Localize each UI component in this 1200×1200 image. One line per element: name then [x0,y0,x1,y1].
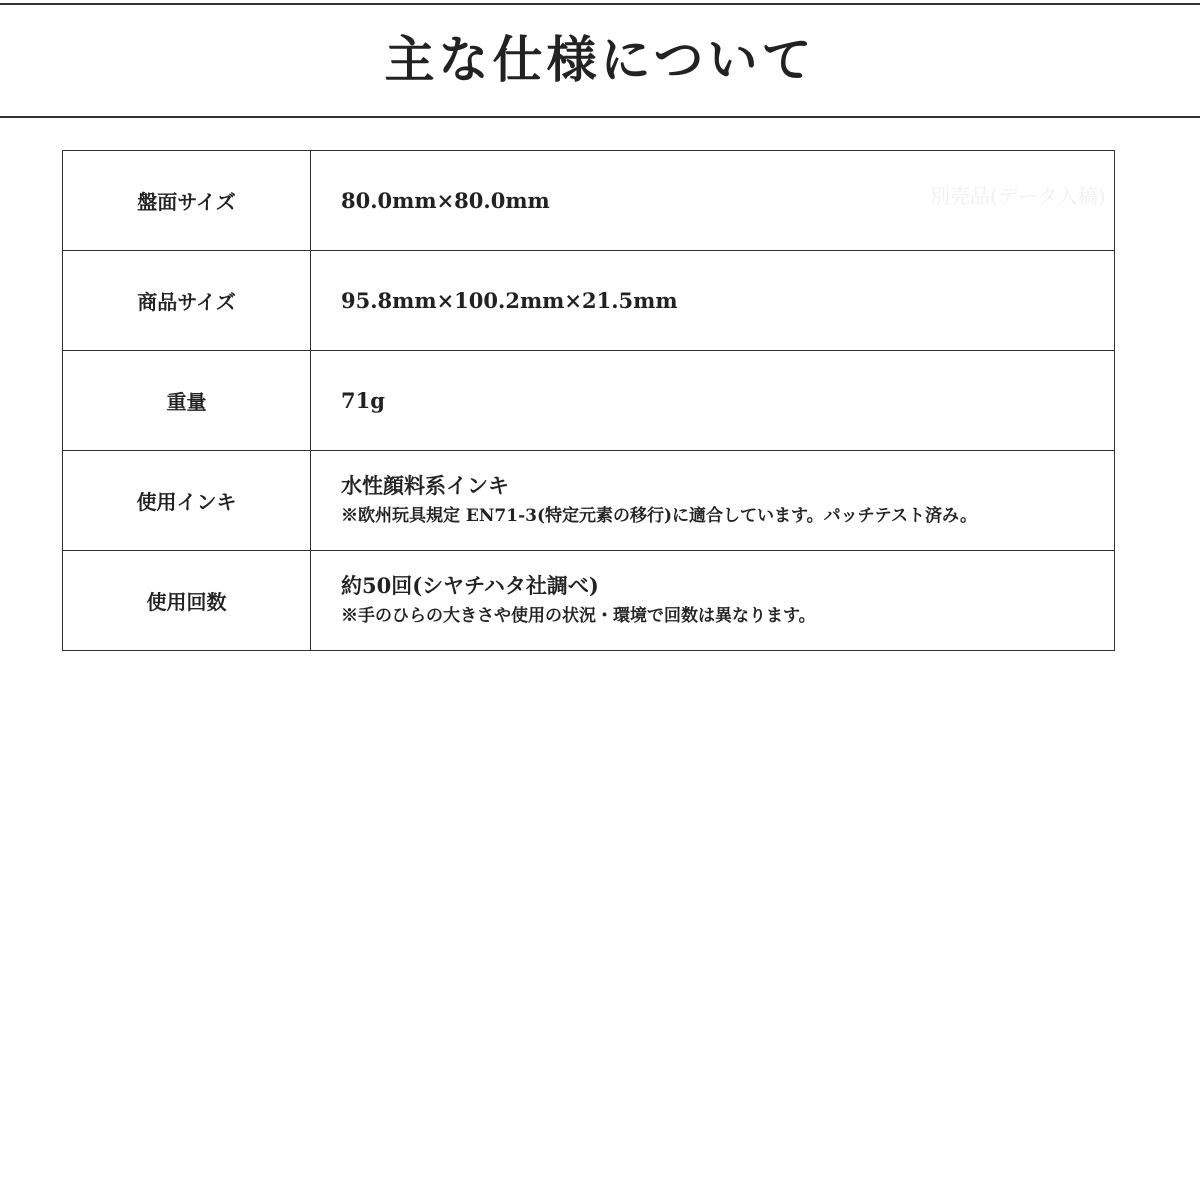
spec-row-usage-count [63,551,1115,651]
header-top-rule [0,3,1200,5]
spec-label: 商品サイズ [63,251,311,351]
spec-label: 重量 [63,351,311,451]
spec-row-board-size [63,151,1115,251]
spec-value-cell [311,351,1115,451]
spec-value-cell [311,551,1115,651]
spec-value-cell [311,451,1115,551]
spec-value: 水性顔料系インキ [341,472,509,498]
spec-value-cell [311,151,1115,251]
spec-note: ※手のひらの大きさや使用の状況・環境で回数は異なります。 [341,605,816,626]
header-bottom-rule [0,116,1200,118]
spec-row-weight [63,351,1115,451]
spec-row-ink [63,451,1115,551]
spec-label: 盤面サイズ [63,151,311,251]
spec-value: 80.0mm×80.0mm [341,187,550,213]
spec-value: 約50回(シヤチハタ社調べ) [341,572,599,598]
spec-label: 使用回数 [63,551,311,651]
spec-value: 71g [341,387,385,413]
spec-table [62,150,1115,651]
spec-row-product-size [63,251,1115,351]
spec-value: 95.8mm×100.2mm×21.5mm [341,287,678,313]
page-title: 主な仕様について [384,30,816,89]
watermark-text: 別売品(データ入稿) [930,184,1106,208]
spec-label: 使用インキ [63,451,311,551]
spec-value-cell [311,251,1115,351]
spec-note: ※欧州玩具規定 EN71-3(特定元素の移行)に適合しています。パッチテスト済み。 [341,505,978,526]
